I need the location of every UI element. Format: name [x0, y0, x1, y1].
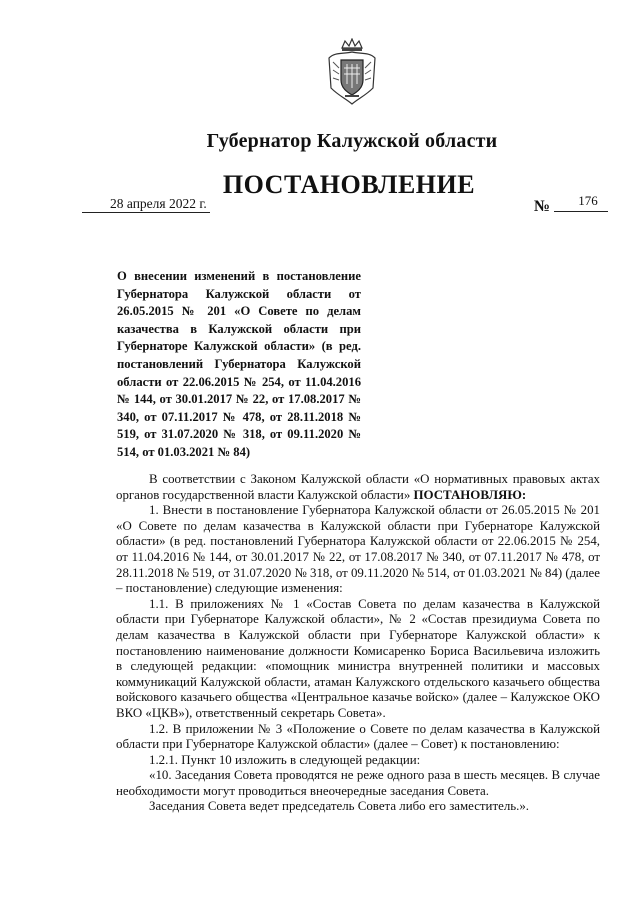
paragraph-1: 1. Внести в постановление Губернатора Калужской области от 26.05.2015 № 201 «О Совете по делам казачества в Калужской области при Губернаторе Калужской области» (в ред. постановлений Губернатора Калужской области от 22.06.2015 № 254, от 11.04.2016 № 144, от 30.01.2017 № 22, от 17.08.2017 № 340, от 07.11.2017 № 478, от 28.11.2018 № 519, от 31.07.2020 № 318, от 09.11.2020 № 514, от 01.03.2021 № 84) (далее – постановление) следующие изменения: [116, 503, 600, 596]
coat-of-arms-emblem [325, 38, 379, 106]
paragraph-1-2-1: 1.2.1. Пункт 10 изложить в следующей редакции: [149, 752, 421, 767]
paragraph-1-2: 1.2. В приложении № 3 «Положение о Совете по делам казачества в Калужской области при Губернаторе Калужской области» (далее – Совет) к постановлению: [116, 721, 600, 752]
number-underline [554, 211, 608, 212]
decree-number-label: № [534, 198, 551, 215]
preamble-paragraph [116, 472, 600, 503]
paragraph-last: Заседания Совета ведет председатель Совета либо его заместитель.». [149, 799, 530, 814]
date-underline [82, 212, 210, 213]
decree-date: 28 апреля 2022 г. [110, 196, 207, 211]
decree-body [116, 472, 600, 815]
paragraph-1-1: 1.1. В приложениях № 1 «Состав Совета по делам казачества в Калужской области при Губернаторе Калужской области», № 2 «Состав президиума Совета по делам казачества в Калужской области при Губернаторе Калужской области» к постановлению наименование должности Комисаренко Бориса Васильевича изложить в следующей редакции: «помощник министра внутренней политики и массовых коммуникаций Калужской области, атаман Калужского отдельского казачьего общества войскового казачьего общества «Центральное казачье войско» (далее – Калужское ОКО ВКО «ЦКВ»), ответственный секретарь Совета». [116, 596, 600, 720]
governor-title: Губернатор Калужской области [206, 130, 498, 152]
document-type-title: ПОСТАНОВЛЕНИЕ [222, 170, 476, 199]
decree-verb: ПОСТАНОВЛЯЮ [413, 487, 522, 502]
paragraph-quote-10: «10. Заседания Совета проводятся не реже одного раза в шесть месяцев. В случае необходимости могут проводиться внеочередные заседания Совета. [116, 768, 600, 798]
decree-number-value: 176 [578, 193, 598, 208]
preamble-colon: : [521, 487, 527, 502]
preamble-text: В соответствии с Законом Калужской области «О нормативных правовых актах органов государственной власти Калужской области» [116, 472, 600, 502]
decree-subject: О внесении изменений в постановление Губернатора Калужской области от 26.05.2015 № 201 «О Совете по делам казачества в Калужской области при Губернаторе Калужской области» (в ред. постановлений Губернатора Калужской области от 22.06.2015 № 254, от 11.04.2016 № 144, от 30.01.2017 № 22, от 17.08.2017 № 340, от 07.11.2017 № 478, от 28.11.2018 № 519, от 31.07.2020 № 318, от 09.11.2020 № 514, от 01.03.2021 № 84) [117, 269, 361, 459]
